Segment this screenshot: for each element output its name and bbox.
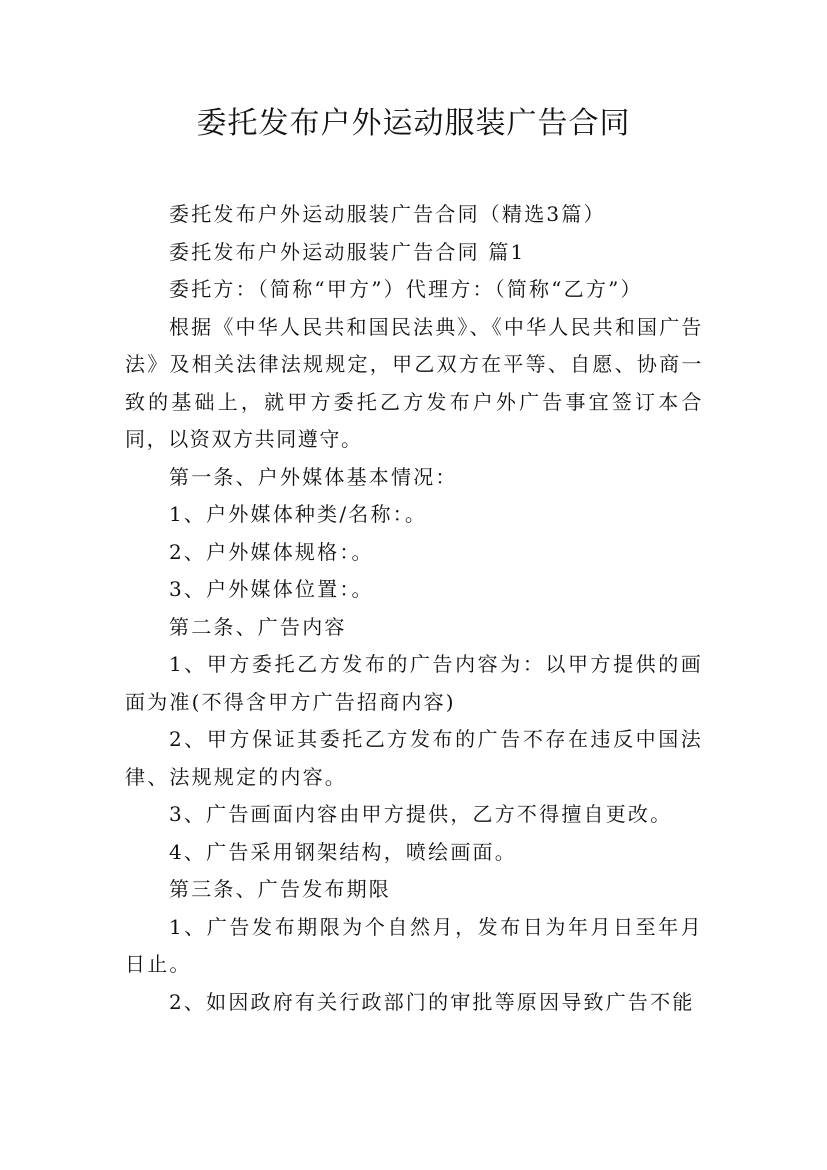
paragraph-subtitle: 委托发布户外运动服装广告合同（精选3篇） (169, 202, 606, 226)
paragraph-article-1-item-2: 2、户外媒体规格：。 (169, 539, 374, 564)
paragraph-article-1-heading: 第一条、户外媒体基本情况： (169, 464, 458, 489)
paragraph-preamble: 根据《中华人民共和国民法典》、《中华人民共和国广告法》及相关法律法规规定，甲乙双方在平等、自愿、协商一致的基础上，就甲方委托乙方发布户外广告事宜签订本合同，以资双方共同遵守。 (125, 314, 703, 451)
paragraph-article-2-item-3: 3、广告画面内容由甲方提供，乙方不得擅自更改。 (169, 802, 673, 826)
paragraph-parties: 委托方：（简称“甲方”）代理方：（简称“乙方”） (169, 277, 643, 301)
paragraph-article-2-item-1: 1、甲方委托乙方发布的广告内容为：以甲方提供的画面为准(不得含甲方广告招商内容) (125, 652, 703, 714)
paragraph-article-1-item-1: 1、户外媒体种类/名称：。 (169, 502, 428, 526)
paragraph-article-2-item-2: 2、甲方保证其委托乙方发布的广告不存在违反中国法律、法规规定的内容。 (125, 727, 703, 789)
document-body (125, 196, 703, 1021)
document-title: 委托发布户外运动服装广告合同 (196, 106, 631, 141)
paragraph-article-3-heading: 第三条、广告发布期限 (169, 877, 391, 901)
paragraph-section-heading: 委托发布户外运动服装广告合同 篇1 (169, 239, 526, 264)
paragraph-article-3-item-1: 1、广告发布期限为个自然月，发布日为年月日至年月日止。 (125, 914, 703, 976)
paragraph-article-2-item-4: 4、广告采用钢架结构，喷绘画面。 (169, 839, 517, 864)
paragraph-article-2-heading: 第二条、广告内容 (169, 614, 347, 639)
paragraph-article-3-item-2: 2、如因政府有关行政部门的审批等原因导致广告不能 (169, 989, 695, 1014)
paragraph-article-1-item-3: 3、户外媒体位置：。 (169, 577, 374, 601)
